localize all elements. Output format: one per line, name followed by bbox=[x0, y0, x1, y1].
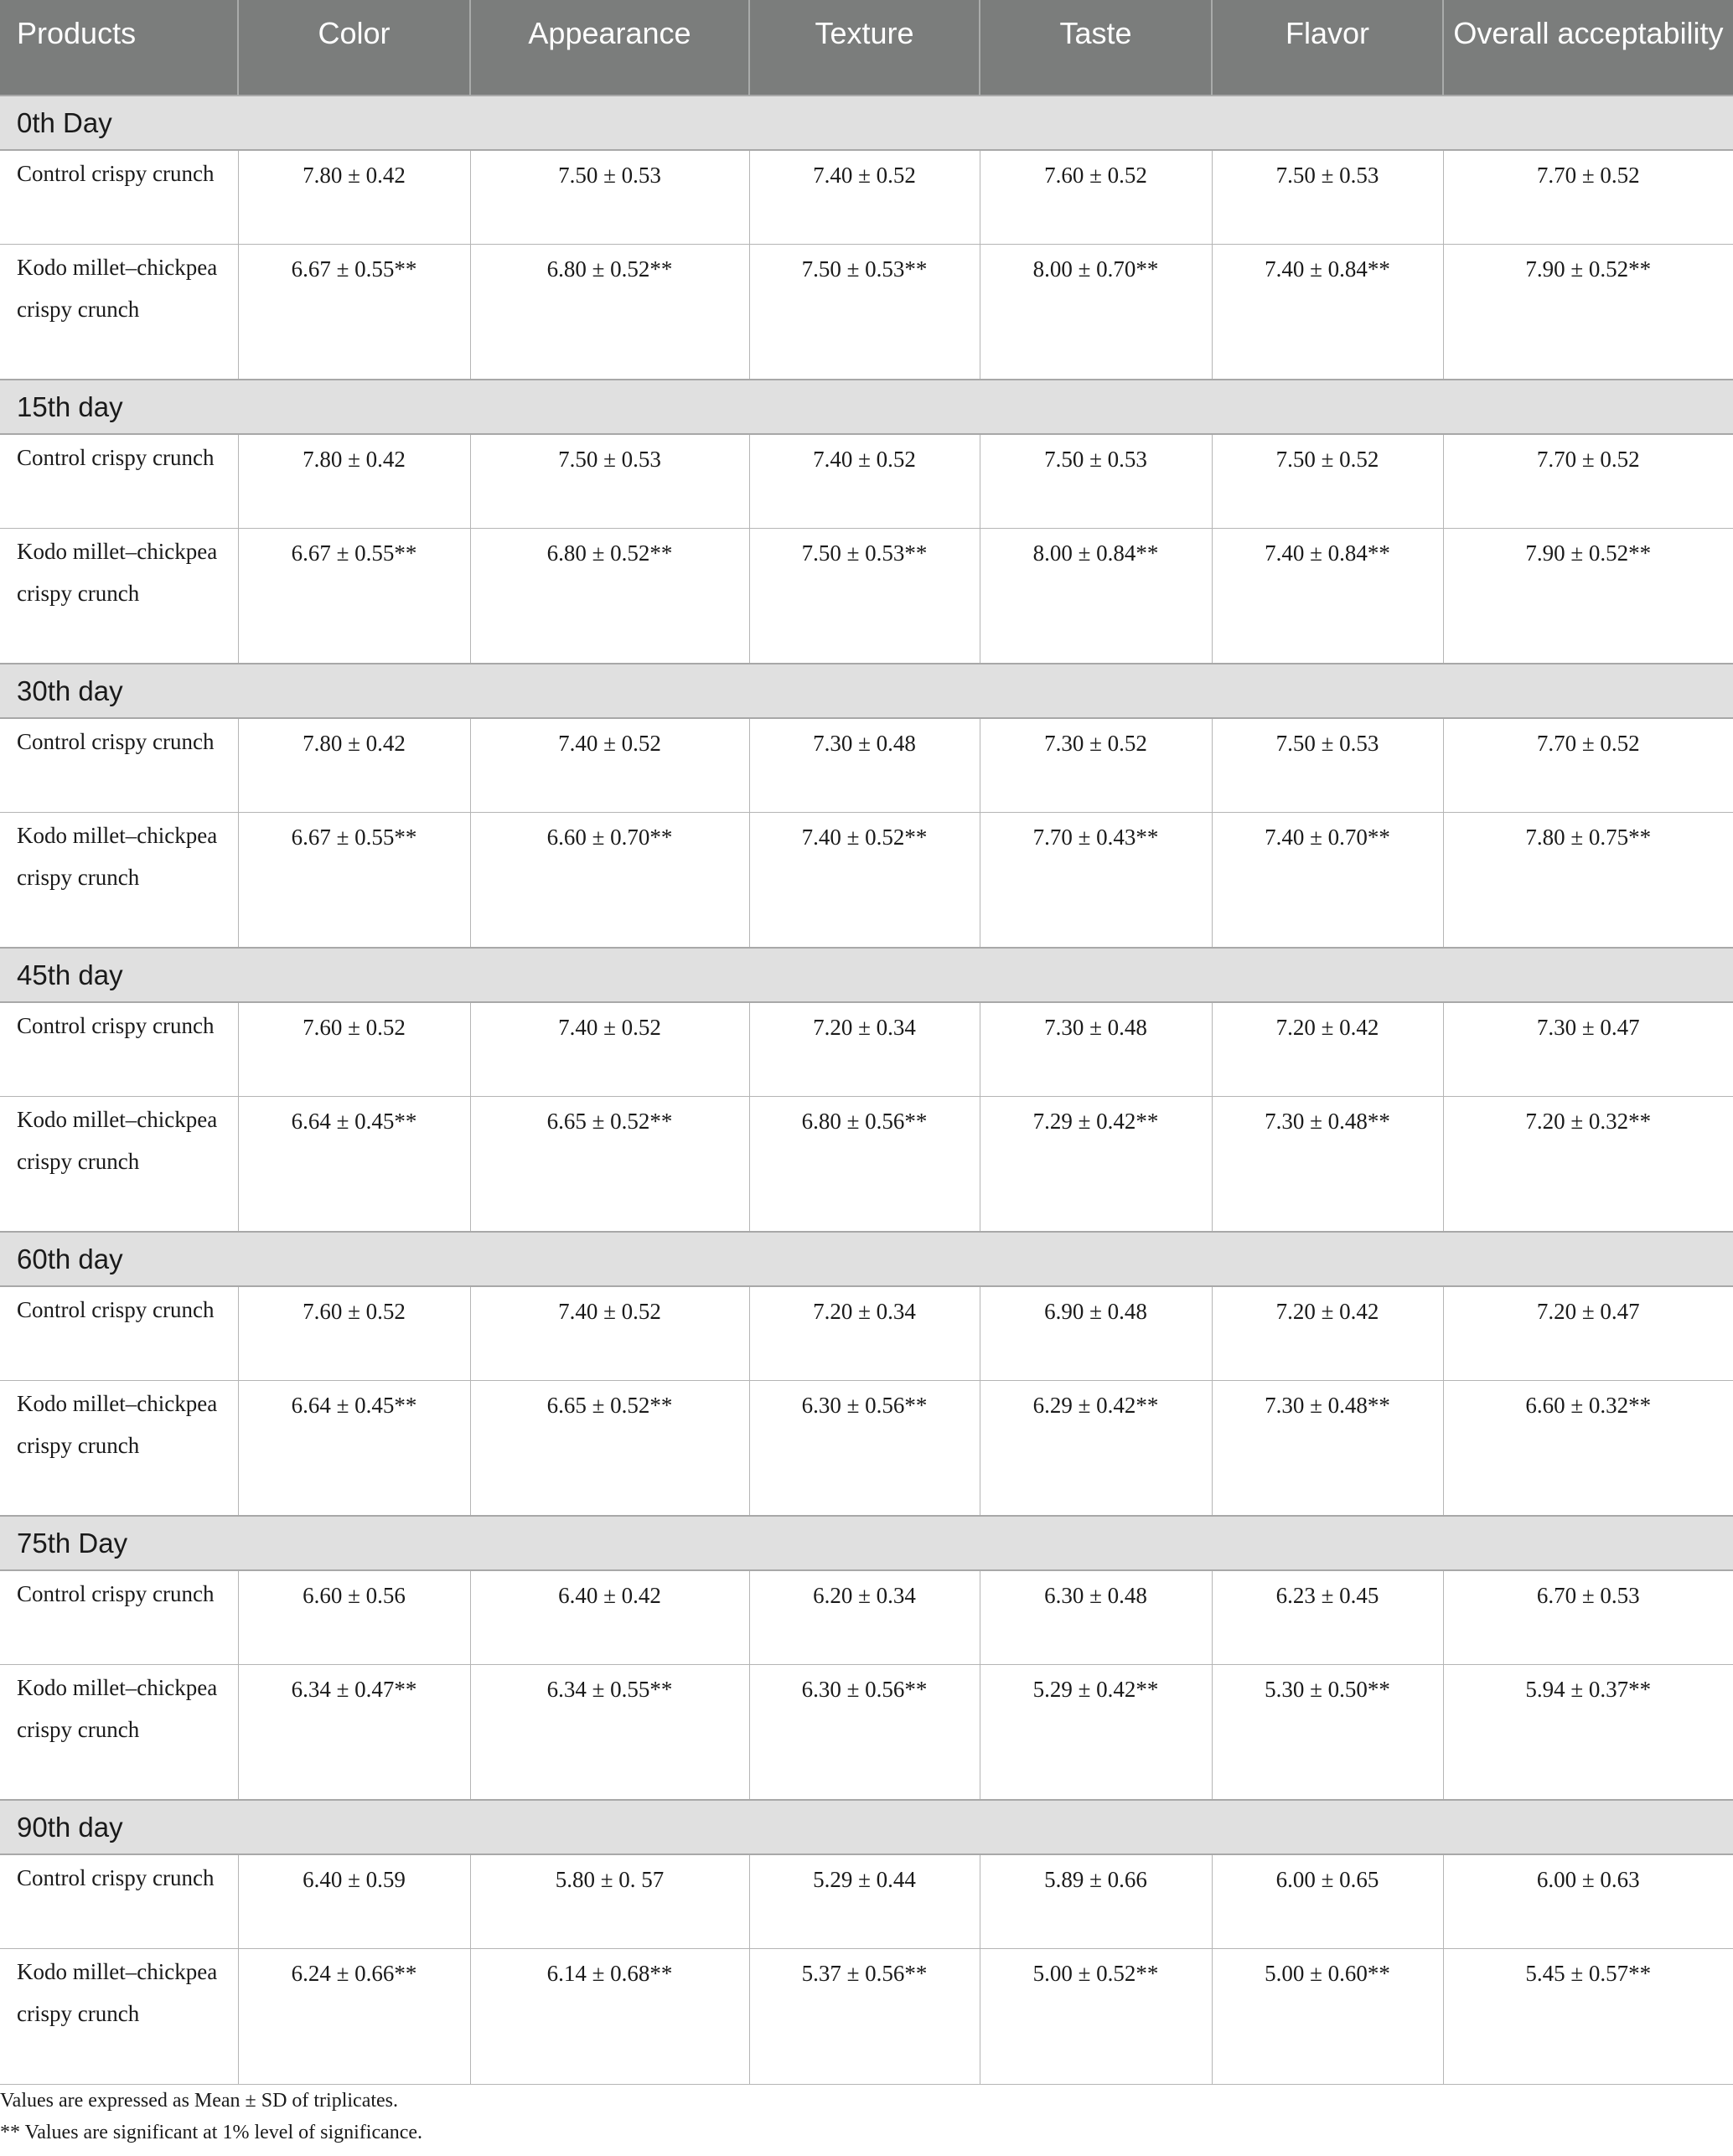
column-header-texture: Texture bbox=[749, 0, 980, 96]
score-cell: 7.70 ± 0.43** bbox=[980, 812, 1212, 948]
day-group-label: 15th day bbox=[0, 380, 1733, 434]
footnote-significance: ** Values are significant at 1% level of significance. bbox=[0, 2122, 423, 2143]
score-cell: 6.65 ± 0.52** bbox=[470, 1096, 749, 1232]
score-cell: 6.60 ± 0.56 bbox=[238, 1570, 470, 1664]
product-name-cell: Control crispy crunch bbox=[0, 150, 238, 244]
score-cell: 7.90 ± 0.52** bbox=[1443, 244, 1733, 380]
day-group-label: 75th Day bbox=[0, 1516, 1733, 1570]
score-cell: 7.40 ± 0.52 bbox=[470, 1002, 749, 1096]
table-row bbox=[0, 1948, 1733, 2084]
table-header bbox=[0, 0, 1733, 96]
score-cell: 7.90 ± 0.52** bbox=[1443, 528, 1733, 664]
table-row bbox=[0, 244, 1733, 380]
score-cell: 7.50 ± 0.53 bbox=[1212, 150, 1443, 244]
table-row bbox=[0, 1570, 1733, 1664]
score-cell: 7.29 ± 0.42** bbox=[980, 1096, 1212, 1232]
score-cell: 6.64 ± 0.45** bbox=[238, 1380, 470, 1516]
score-cell: 7.20 ± 0.47 bbox=[1443, 1286, 1733, 1380]
column-header-flavor: Flavor bbox=[1212, 0, 1443, 96]
score-cell: 6.70 ± 0.53 bbox=[1443, 1570, 1733, 1664]
score-cell: 7.40 ± 0.52 bbox=[470, 1286, 749, 1380]
table-row bbox=[0, 812, 1733, 948]
day-group-row bbox=[0, 1516, 1733, 1570]
score-cell: 6.60 ± 0.70** bbox=[470, 812, 749, 948]
table-row bbox=[0, 718, 1733, 812]
table-row bbox=[0, 1380, 1733, 1516]
product-name-cell: Kodo millet–chickpea crispy crunch bbox=[0, 528, 238, 664]
product-name-cell: Kodo millet–chickpea crispy crunch bbox=[0, 1380, 238, 1516]
product-name-cell: Control crispy crunch bbox=[0, 718, 238, 812]
table-row bbox=[0, 434, 1733, 528]
table-row bbox=[0, 150, 1733, 244]
score-cell: 6.00 ± 0.63 bbox=[1443, 1854, 1733, 1948]
table-row bbox=[0, 1096, 1733, 1232]
day-group-row bbox=[0, 1232, 1733, 1286]
score-cell: 7.80 ± 0.42 bbox=[238, 718, 470, 812]
score-cell: 7.50 ± 0.53** bbox=[749, 244, 980, 380]
product-name-cell: Kodo millet–chickpea crispy crunch bbox=[0, 1664, 238, 1800]
column-header-overall-acceptability: Overall acceptability bbox=[1443, 0, 1733, 96]
score-cell: 7.20 ± 0.32** bbox=[1443, 1096, 1733, 1232]
score-cell: 6.40 ± 0.42 bbox=[470, 1570, 749, 1664]
score-cell: 6.65 ± 0.52** bbox=[470, 1380, 749, 1516]
table-footnotes bbox=[0, 2085, 422, 2148]
score-cell: 7.30 ± 0.48** bbox=[1212, 1096, 1443, 1232]
score-cell: 7.50 ± 0.53 bbox=[470, 434, 749, 528]
score-cell: 7.40 ± 0.84** bbox=[1212, 244, 1443, 380]
score-cell: 6.30 ± 0.56** bbox=[749, 1664, 980, 1800]
day-group-label: 90th day bbox=[0, 1800, 1733, 1854]
score-cell: 7.60 ± 0.52 bbox=[238, 1286, 470, 1380]
score-cell: 7.40 ± 0.52 bbox=[749, 150, 980, 244]
score-cell: 6.40 ± 0.59 bbox=[238, 1854, 470, 1948]
score-cell: 6.29 ± 0.42** bbox=[980, 1380, 1212, 1516]
score-cell: 5.00 ± 0.60** bbox=[1212, 1948, 1443, 2084]
score-cell: 6.67 ± 0.55** bbox=[238, 244, 470, 380]
product-name-cell: Kodo millet–chickpea crispy crunch bbox=[0, 1948, 238, 2084]
product-name-cell: Kodo millet–chickpea crispy crunch bbox=[0, 1096, 238, 1232]
column-header-appearance: Appearance bbox=[470, 0, 749, 96]
score-cell: 5.29 ± 0.44 bbox=[749, 1854, 980, 1948]
score-cell: 6.80 ± 0.52** bbox=[470, 528, 749, 664]
score-cell: 6.64 ± 0.45** bbox=[238, 1096, 470, 1232]
table-row bbox=[0, 1854, 1733, 1948]
score-cell: 6.30 ± 0.56** bbox=[749, 1380, 980, 1516]
score-cell: 7.30 ± 0.48** bbox=[1212, 1380, 1443, 1516]
score-cell: 6.20 ± 0.34 bbox=[749, 1570, 980, 1664]
score-cell: 6.00 ± 0.65 bbox=[1212, 1854, 1443, 1948]
score-cell: 7.50 ± 0.53 bbox=[1212, 718, 1443, 812]
product-name-cell: Control crispy crunch bbox=[0, 1002, 238, 1096]
score-cell: 7.20 ± 0.42 bbox=[1212, 1002, 1443, 1096]
score-cell: 6.30 ± 0.48 bbox=[980, 1570, 1212, 1664]
score-cell: 6.60 ± 0.32** bbox=[1443, 1380, 1733, 1516]
table-row bbox=[0, 1286, 1733, 1380]
score-cell: 7.50 ± 0.53 bbox=[980, 434, 1212, 528]
score-cell: 8.00 ± 0.70** bbox=[980, 244, 1212, 380]
score-cell: 7.40 ± 0.52** bbox=[749, 812, 980, 948]
score-cell: 7.50 ± 0.52 bbox=[1212, 434, 1443, 528]
table-row bbox=[0, 528, 1733, 664]
score-cell: 7.20 ± 0.34 bbox=[749, 1286, 980, 1380]
score-cell: 7.80 ± 0.42 bbox=[238, 150, 470, 244]
table-row bbox=[0, 1664, 1733, 1800]
footnote-mean-sd: Values are expressed as Mean ± SD of triplicates. bbox=[0, 2090, 399, 2112]
score-cell: 6.67 ± 0.55** bbox=[238, 528, 470, 664]
score-cell: 7.30 ± 0.48 bbox=[980, 1002, 1212, 1096]
day-group-row bbox=[0, 948, 1733, 1002]
score-cell: 5.30 ± 0.50** bbox=[1212, 1664, 1443, 1800]
score-cell: 5.37 ± 0.56** bbox=[749, 1948, 980, 2084]
score-cell: 7.80 ± 0.42 bbox=[238, 434, 470, 528]
product-name-cell: Control crispy crunch bbox=[0, 1286, 238, 1380]
product-name-cell: Control crispy crunch bbox=[0, 1854, 238, 1948]
score-cell: 7.40 ± 0.84** bbox=[1212, 528, 1443, 664]
score-cell: 5.89 ± 0.66 bbox=[980, 1854, 1212, 1948]
score-cell: 6.80 ± 0.52** bbox=[470, 244, 749, 380]
score-cell: 5.29 ± 0.42** bbox=[980, 1664, 1212, 1800]
product-name-cell: Control crispy crunch bbox=[0, 1570, 238, 1664]
column-header-products: Products bbox=[0, 0, 238, 96]
score-cell: 7.40 ± 0.52 bbox=[749, 434, 980, 528]
score-cell: 6.14 ± 0.68** bbox=[470, 1948, 749, 2084]
product-name-cell: Kodo millet–chickpea crispy crunch bbox=[0, 812, 238, 948]
score-cell: 6.34 ± 0.55** bbox=[470, 1664, 749, 1800]
score-cell: 7.70 ± 0.52 bbox=[1443, 718, 1733, 812]
table-body bbox=[0, 96, 1733, 2084]
day-group-label: 0th Day bbox=[0, 96, 1733, 150]
score-cell: 7.30 ± 0.52 bbox=[980, 718, 1212, 812]
day-group-label: 45th day bbox=[0, 948, 1733, 1002]
score-cell: 5.45 ± 0.57** bbox=[1443, 1948, 1733, 2084]
column-header-taste: Taste bbox=[980, 0, 1212, 96]
day-group-row bbox=[0, 1800, 1733, 1854]
score-cell: 7.30 ± 0.48 bbox=[749, 718, 980, 812]
product-name-cell: Control crispy crunch bbox=[0, 434, 238, 528]
score-cell: 6.23 ± 0.45 bbox=[1212, 1570, 1443, 1664]
header-row bbox=[0, 0, 1733, 96]
day-group-row bbox=[0, 96, 1733, 150]
score-cell: 5.00 ± 0.52** bbox=[980, 1948, 1212, 2084]
day-group-row bbox=[0, 664, 1733, 718]
score-cell: 7.70 ± 0.52 bbox=[1443, 150, 1733, 244]
score-cell: 6.34 ± 0.47** bbox=[238, 1664, 470, 1800]
score-cell: 7.50 ± 0.53** bbox=[749, 528, 980, 664]
day-group-label: 60th day bbox=[0, 1232, 1733, 1286]
score-cell: 7.60 ± 0.52 bbox=[238, 1002, 470, 1096]
score-cell: 5.94 ± 0.37** bbox=[1443, 1664, 1733, 1800]
score-cell: 5.80 ± 0. 57 bbox=[470, 1854, 749, 1948]
score-cell: 7.40 ± 0.52 bbox=[470, 718, 749, 812]
score-cell: 6.24 ± 0.66** bbox=[238, 1948, 470, 2084]
score-cell: 7.70 ± 0.52 bbox=[1443, 434, 1733, 528]
score-cell: 6.67 ± 0.55** bbox=[238, 812, 470, 948]
score-cell: 8.00 ± 0.84** bbox=[980, 528, 1212, 664]
table-row bbox=[0, 1002, 1733, 1096]
column-header-color: Color bbox=[238, 0, 470, 96]
product-name-cell: Kodo millet–chickpea crispy crunch bbox=[0, 244, 238, 380]
score-cell: 6.80 ± 0.56** bbox=[749, 1096, 980, 1232]
day-group-row bbox=[0, 380, 1733, 434]
score-cell: 6.90 ± 0.48 bbox=[980, 1286, 1212, 1380]
score-cell: 7.80 ± 0.75** bbox=[1443, 812, 1733, 948]
score-cell: 7.60 ± 0.52 bbox=[980, 150, 1212, 244]
score-cell: 7.50 ± 0.53 bbox=[470, 150, 749, 244]
score-cell: 7.30 ± 0.47 bbox=[1443, 1002, 1733, 1096]
score-cell: 7.20 ± 0.34 bbox=[749, 1002, 980, 1096]
day-group-label: 30th day bbox=[0, 664, 1733, 718]
score-cell: 7.20 ± 0.42 bbox=[1212, 1286, 1443, 1380]
score-cell: 7.40 ± 0.70** bbox=[1212, 812, 1443, 948]
